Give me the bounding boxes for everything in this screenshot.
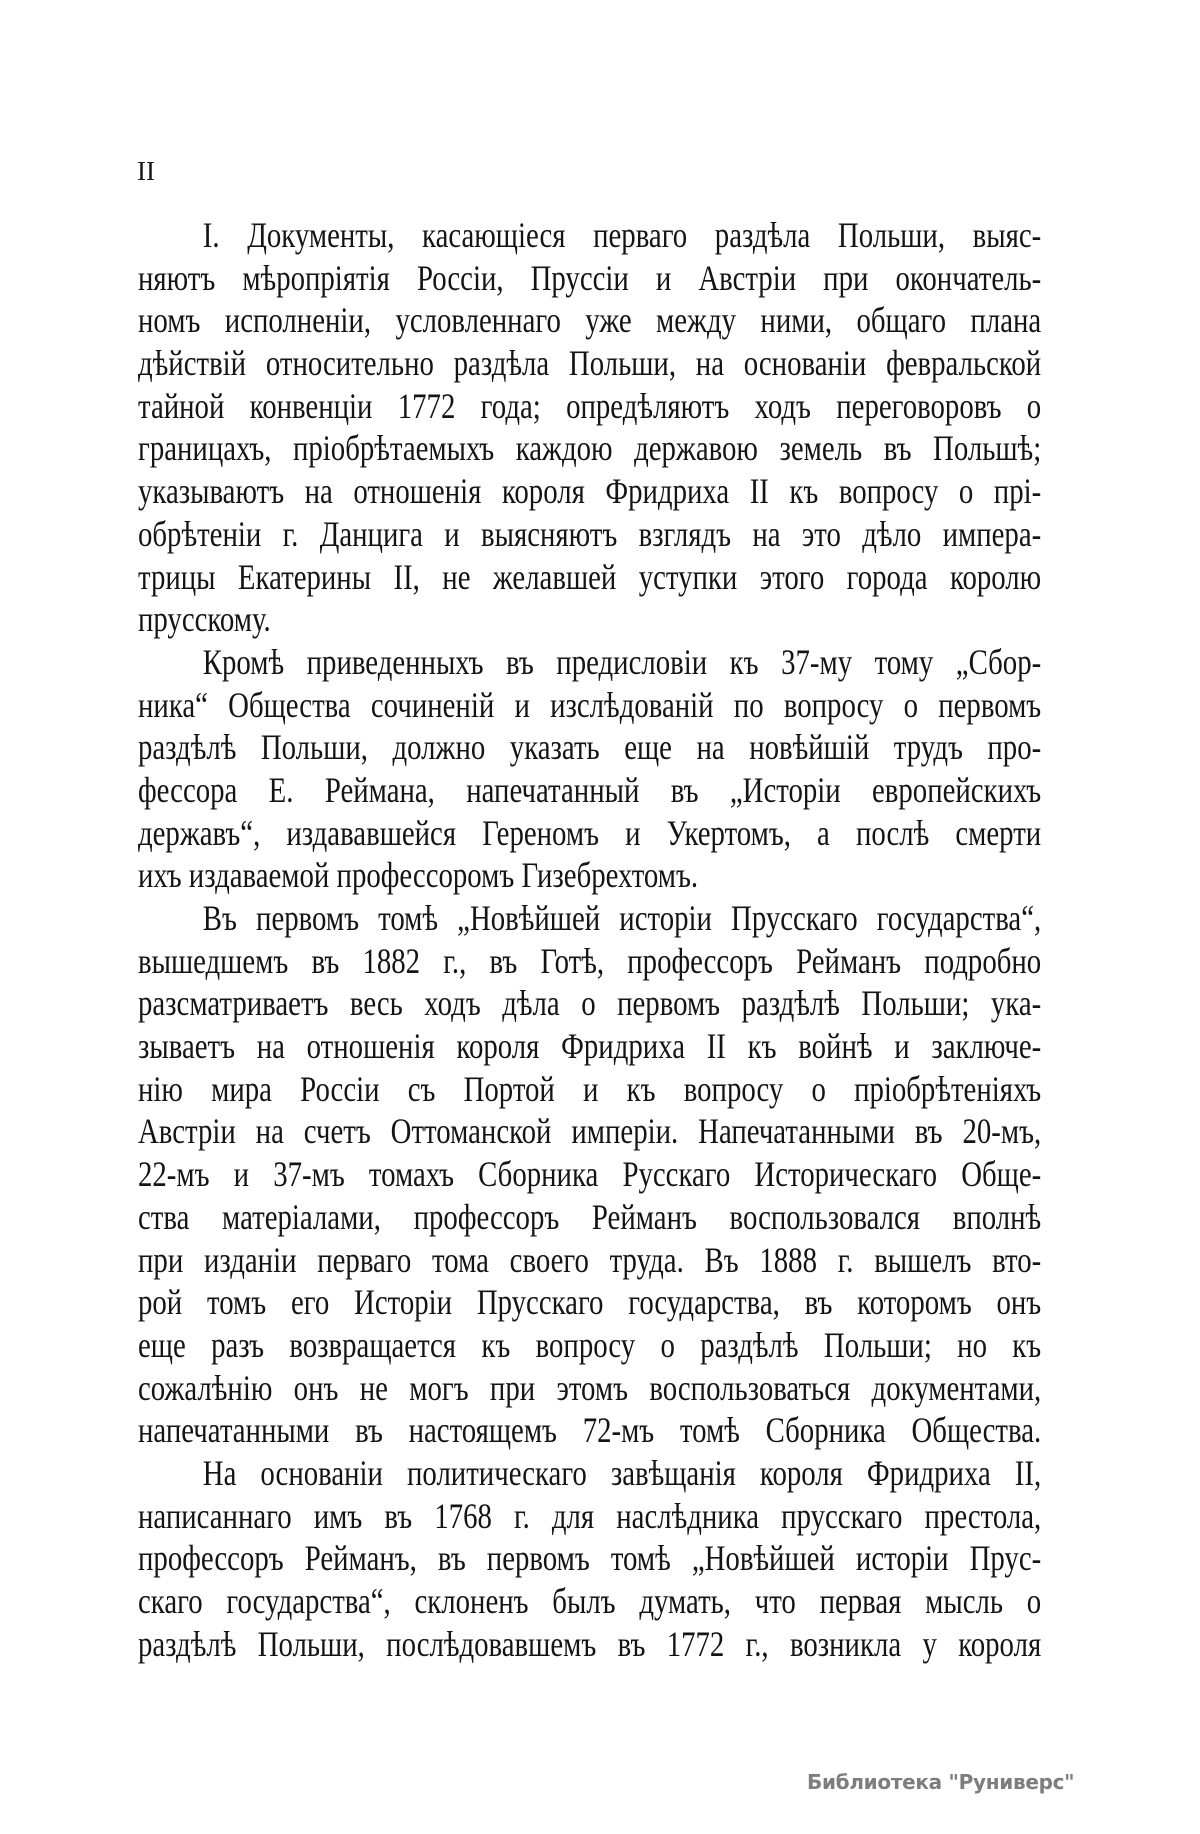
library-watermark: Библиотека "Руниверс" [807, 1770, 1075, 1794]
text-line: номъ исполненіи, условленнаго уже между ними, общаго плана [138, 300, 1042, 341]
text-line: няютъ мѣропріятія Россіи, Пруссіи и Австріи при окончатель- [138, 257, 1042, 298]
paragraph [138, 214, 1041, 641]
text-line: 22-мъ и 37-мъ томахъ Сборника Русскаго Историческаго Обще- [138, 1154, 1042, 1195]
text-line: фессора Е. Реймана, напечатанный въ „Исторіи европейскихъ [138, 769, 1042, 810]
text-line: скаго государства“, склоненъ былъ думать, что первая мысль о [138, 1581, 1042, 1621]
text-line: тайной конвенціи 1772 года; опредѣляютъ ходъ переговоровъ о [138, 385, 1042, 426]
text-line: профессоръ Рейманъ, въ первомъ томѣ „Новѣйшей исторіи Прус- [138, 1538, 1042, 1579]
text-line: ихъ издаваемой профессоромъ Гизебрехтомъ. [138, 855, 699, 896]
text-line: зываетъ на отношенія короля Фридриха II къ войнѣ и заключе- [138, 1026, 1042, 1067]
text-line: еще разъ возвращается къ вопросу о раздѣлѣ Польши; но къ [138, 1324, 1042, 1365]
body-text [138, 214, 1041, 1665]
text-line: ника“ Общества сочиненій и изслѣдованій по вопросу о первомъ [138, 684, 1042, 725]
text-line: указываютъ на отношенія короля Фридриха II къ вопросу о прі- [138, 471, 1042, 512]
text-line: сожалѣнію онъ не могъ при этомъ воспользоваться документами, [138, 1367, 1042, 1408]
text-line: нію мира Россіи съ Портой и къ вопросу о пріобрѣтеніяхъ [138, 1068, 1042, 1109]
text-line: трицы Екатерины II, не желавшей уступки этого города королю [138, 556, 1042, 597]
text-line: Кромѣ приведенныхъ въ предисловіи къ 37-му тому „Сбор- [202, 641, 1042, 682]
text-line: напечатанными въ настоящемъ 72-мъ томѣ Сборника Общества. [138, 1410, 1042, 1451]
text-line: раздѣлѣ Польши, послѣдовавшемъ въ 1772 г., возникла у короля [138, 1623, 1042, 1664]
page-number: II [137, 156, 155, 186]
text-line: I. Документы, касающіеся перваго раздѣла Польши, выяс- [202, 215, 1042, 255]
text-line: вышедшемъ въ 1882 г., въ Готѣ, профессоръ Рейманъ подробно [138, 940, 1042, 981]
text-line: написаннаго имъ въ 1768 г. для наслѣдника прусскаго престола, [138, 1495, 1042, 1536]
text-line: обрѣтеніи г. Данцига и выясняютъ взглядъ на это дѣло импера- [138, 513, 1042, 554]
text-line: границахъ, пріобрѣтаемыхъ каждою державою земель въ Польшѣ; [138, 428, 1042, 469]
text-line: державъ“, издававшейся Гереномъ и Укертомъ, а послѣ смерти [138, 812, 1042, 853]
paragraph [138, 1452, 1041, 1665]
text-line: при изданіи перваго тома своего труда. Въ 1888 г. вышелъ вто- [138, 1239, 1042, 1280]
paragraph [138, 641, 1041, 897]
text-line: прусскому. [138, 599, 271, 640]
text-line: Въ первомъ томѣ „Новѣйшей исторіи Прусскаго государства“, [202, 898, 1042, 938]
text-line: разсматриваетъ весь ходъ дѣла о первомъ раздѣлѣ Польши; ука- [138, 983, 1042, 1024]
text-line: дѣйствій относительно раздѣла Польши, на основаніи февральской [138, 343, 1042, 384]
text-line: Австріи на счетъ Оттоманской имперіи. Напечатанными въ 20-мъ, [138, 1111, 1042, 1152]
text-line: раздѣлѣ Польши, должно указать еще на новѣйшій трудъ про- [138, 727, 1042, 768]
text-line: рой томъ его Исторіи Прусскаго государства, въ которомъ онъ [138, 1282, 1042, 1323]
text-line: ства матеріалами, профессоръ Рейманъ воспользовался вполнѣ [138, 1196, 1042, 1237]
text-line: На основаніи политическаго завѣщанія короля Фридриха II, [202, 1452, 1042, 1493]
paragraph [138, 897, 1041, 1452]
